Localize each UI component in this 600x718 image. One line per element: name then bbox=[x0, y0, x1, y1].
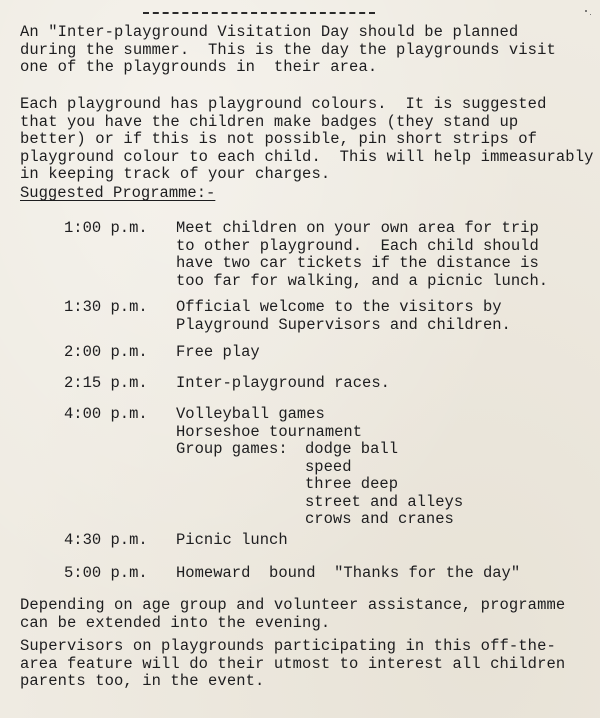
paper-speck bbox=[590, 14, 591, 15]
schedule-time: 2:15 p.m. bbox=[64, 374, 148, 392]
schedule-activity: Picnic lunch bbox=[176, 531, 288, 549]
supervisors-paragraph: Supervisors on playgrounds participating in this off-the- area feature will do their utmost to interest all children parents too, in the event. bbox=[20, 637, 566, 691]
schedule-activity: Official welcome to the visitors by Playground Supervisors and children. bbox=[176, 298, 511, 334]
schedule-activity: Meet children on your own area for trip to other playground. Each child should have two car tickets if the distance is too far for walking, and a picnic lunch. bbox=[176, 219, 549, 290]
schedule-activity: Free play bbox=[176, 343, 260, 361]
top-dashed-rule bbox=[143, 12, 375, 14]
schedule-activity: Volleyball games Horseshoe tournament Group games: bbox=[176, 405, 363, 459]
schedule-time: 1:30 p.m. bbox=[64, 298, 148, 316]
schedule-time: 2:00 p.m. bbox=[64, 343, 148, 361]
playground-colours-paragraph: Each playground has playground colours. It is suggested that you have the children make badges (they stand up better) or if this is not possible, pin short strips of playground colour to each child. This will help immeasurably in keeping track of your charges. bbox=[20, 95, 594, 184]
suggested-programme-heading: Suggested Programme:- bbox=[20, 184, 216, 202]
group-games-list: dodge ball speed three deep street and alleys crows and cranes bbox=[305, 440, 464, 529]
schedule-activity: Inter-playground races. bbox=[176, 374, 390, 392]
schedule-time: 4:30 p.m. bbox=[64, 531, 148, 549]
schedule-time: 4:00 p.m. bbox=[64, 405, 148, 423]
schedule-time: 5:00 p.m. bbox=[64, 564, 148, 582]
visitation-day-paragraph: An "Inter-playground Visitation Day should be planned during the summer. This is the day the playgrounds visit one of the playgrounds in their area. bbox=[20, 23, 556, 77]
paper-speck bbox=[585, 10, 587, 12]
schedule-time: 1:00 p.m. bbox=[64, 219, 148, 237]
programme-extension-paragraph: Depending on age group and volunteer assistance, programme can be extended into the evening. bbox=[20, 596, 566, 632]
schedule-activity: Homeward bound "Thanks for the day" bbox=[176, 564, 521, 582]
